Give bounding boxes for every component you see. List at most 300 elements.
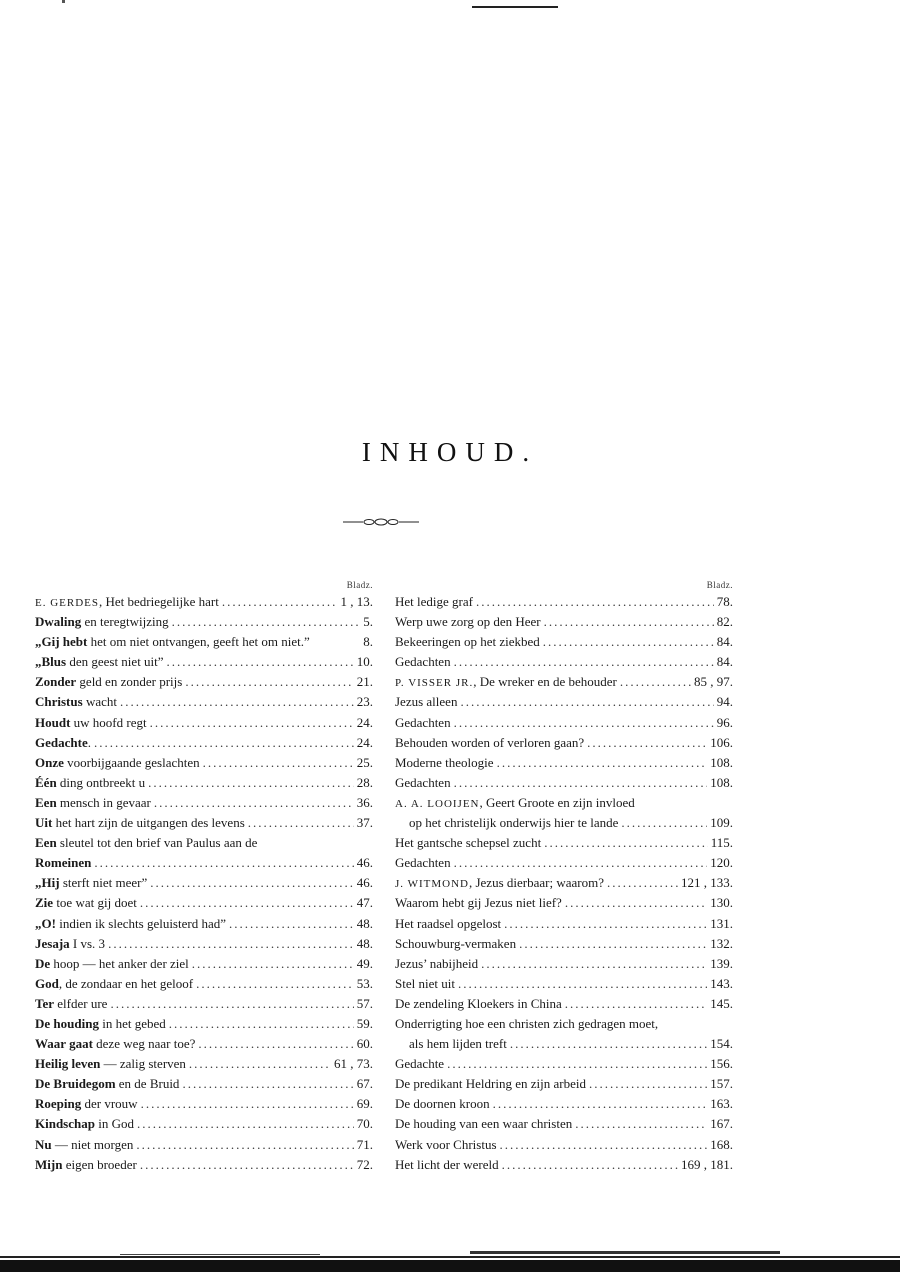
toc-entry-text: Gedachten [395, 714, 451, 730]
toc-entry-text: mensch in gevaar [56, 794, 151, 810]
toc-entry [35, 692, 373, 712]
toc-entry [35, 733, 373, 753]
toc-entry-lead: De [35, 955, 51, 971]
toc-entry-title [35, 974, 193, 994]
toc-page-number: 163. [710, 1096, 733, 1112]
toc-leader-dots [575, 1114, 707, 1134]
toc-leader-dots [137, 1114, 354, 1134]
toc-entry-title [395, 914, 501, 934]
top-rule [472, 6, 558, 8]
toc-entry [35, 793, 373, 813]
toc-entry-text: , Het bedriegelijke hart [99, 594, 219, 609]
toc-page-number: 156. [710, 1056, 733, 1072]
toc-entry-text: in God [94, 1116, 134, 1132]
toc-entry-text: Werp uwe zorg op den Heer [395, 614, 541, 630]
toc-entry [35, 632, 373, 652]
toc-entry-text: Werk voor Christus [395, 1136, 497, 1152]
toc-entry-title [35, 1014, 166, 1034]
toc-entry-text: Stel niet uit [395, 975, 455, 991]
toc-entry-text: , Jezus dierbaar; waarom? [468, 875, 604, 891]
toc-entry [35, 592, 373, 612]
toc-entry-text: Behouden worden of verloren gaan? [395, 734, 585, 750]
toc-entry-title [395, 1094, 490, 1114]
toc-entry-title [35, 713, 147, 733]
toc-leader-dots [543, 632, 714, 652]
toc-entry-title [395, 652, 451, 672]
toc-entry-text: eigen broeder [62, 1156, 137, 1172]
toc-left-column [35, 578, 373, 1175]
toc-leader-dots [140, 893, 354, 913]
toc-leader-dots [136, 1135, 353, 1155]
toc-entry [35, 672, 373, 692]
toc-page-number: 72. [356, 1156, 373, 1172]
toc-entry-lead: Mijn [35, 1156, 63, 1172]
toc-entry [35, 713, 373, 733]
toc-entry-lead: Nu [35, 1136, 52, 1152]
toc-entry-author: P. VISSER JR. [395, 677, 474, 690]
toc-entry-lead: Een [35, 835, 57, 851]
toc-entry [35, 1054, 373, 1074]
toc-entry-lead: Christus [35, 694, 83, 710]
toc-entry-title [395, 873, 604, 894]
toc-entry [35, 1074, 373, 1094]
toc-entry [35, 873, 373, 893]
toc-entry-title [395, 934, 516, 954]
toc-page-number: 49. [356, 955, 373, 971]
toc-leader-dots [544, 612, 714, 632]
toc-entry-title [35, 632, 310, 652]
toc-entry-text: Onderrigting hoe een christen zich gedragen moet, [395, 1015, 659, 1031]
toc-entry-title [35, 733, 91, 753]
toc-entry-lead: Zie [35, 895, 54, 911]
toc-entry-text: Moderne theologie [395, 754, 494, 770]
toc-entry [395, 1135, 733, 1155]
toc-entry [35, 833, 373, 853]
toc-entry [35, 813, 373, 833]
toc-entry-lead: Gedachte [35, 734, 88, 750]
toc-entry-author: E. GERDES [35, 597, 99, 609]
toc-entry [395, 893, 733, 913]
toc-entry [35, 914, 373, 934]
toc-entry [395, 793, 733, 813]
toc-entry-text: Het gantsche schepsel zucht [395, 835, 542, 851]
toc-entry-text: het om niet ontvangen, geeft het om niet.” [87, 634, 310, 650]
toc-entry-text: indien ik slechts geluisterd had” [55, 915, 226, 931]
toc-page-number: 84. [716, 654, 733, 670]
toc-entry-title [395, 592, 473, 612]
toc-entry [35, 974, 373, 994]
toc-entry-title [395, 853, 451, 873]
toc-entry-text: als hem lijden treft [409, 1036, 507, 1052]
toc-page-number: 59. [356, 1015, 373, 1031]
toc-entry-lead: De Bruidegom [35, 1076, 116, 1092]
toc-leader-dots [203, 753, 354, 773]
toc-entry-text: Jezus alleen [395, 694, 458, 710]
toc-leader-dots [169, 1014, 354, 1034]
toc-entry-title [35, 873, 147, 893]
toc-entry-title [35, 1074, 179, 1094]
toc-leader-dots [500, 1135, 708, 1155]
toc-entry-text: geld en zonder prijs [76, 674, 183, 690]
toc-entry-title [395, 1155, 499, 1175]
toc-entry-title [395, 632, 540, 652]
scan-speck [62, 0, 65, 3]
toc-page-number: 67. [356, 1076, 373, 1092]
toc-entry [35, 1114, 373, 1134]
toc-leader-dots [607, 873, 678, 893]
toc-entry [35, 954, 373, 974]
toc-entry-lead: Dwaling [35, 614, 82, 630]
toc-entry-title [35, 934, 105, 954]
toc-leader-dots [510, 1034, 707, 1054]
toc-page-number: 10. [356, 654, 373, 670]
toc-entry-text: sleutel tot den brief van Paulus aan de [56, 835, 258, 851]
toc-leader-dots [185, 672, 353, 692]
toc-entry [395, 652, 733, 672]
toc-entry-title [395, 692, 457, 712]
toc-entry-text: I vs. 3 [69, 935, 106, 951]
toc-entry [395, 692, 733, 712]
toc-entry-title [395, 833, 541, 853]
toc-page-number: 1 , 13. [340, 594, 373, 609]
toc-entry-title [35, 1034, 195, 1054]
toc-entry-text: het hart zijn de uitgangen des levens [52, 815, 245, 831]
toc-entry [395, 1014, 733, 1034]
toc-page-number: 131. [710, 915, 733, 931]
toc-entry-text: Gedachten [395, 654, 451, 670]
toc-page-number: 157. [710, 1076, 733, 1092]
toc-leader-dots [519, 934, 707, 954]
toc-leader-dots [182, 1074, 353, 1094]
toc-entry-lead: Romeinen [35, 855, 92, 871]
toc-leader-dots [460, 692, 713, 712]
toc-entry-title [35, 753, 200, 773]
toc-entry-title [395, 1135, 497, 1155]
toc-page-number: 53. [356, 975, 373, 991]
toc-entry-title [395, 994, 562, 1014]
toc-leader-dots [148, 773, 354, 793]
toc-entry-lead: „O! [35, 915, 56, 931]
toc-entry-text: hoop — het anker der ziel [50, 955, 189, 971]
toc-entry-title [35, 652, 164, 672]
toc-page-number: 115. [710, 835, 733, 851]
toc-entry-text: De zendeling Kloekers in China [395, 995, 562, 1011]
toc-page-number: 132. [710, 935, 733, 951]
toc-entry-text: voorbijgaande geslachten [63, 754, 200, 770]
toc-page-number: 70. [356, 1116, 373, 1132]
toc-entry-text: — zalig sterven [100, 1056, 186, 1072]
toc-page-number: 8. [363, 634, 373, 650]
toc-entry-text: in het gebed [98, 1015, 166, 1031]
toc-entry-text: , Geert Groote en zijn invloed [479, 794, 635, 810]
toc-leader-dots [198, 1034, 353, 1054]
toc-entry-lead: Houdt [35, 714, 71, 730]
toc-entry [395, 813, 733, 833]
toc-entry [395, 914, 733, 934]
toc-page-number: 71. [356, 1136, 373, 1152]
toc-leader-dots [172, 612, 361, 632]
toc-entry-author: A. A. LOOIJEN [395, 797, 480, 810]
toc-entry-title [395, 893, 562, 913]
toc-leader-dots [192, 954, 354, 974]
toc-right-entries [395, 592, 733, 1175]
toc-entry [395, 753, 733, 773]
toc-leader-dots [565, 994, 707, 1014]
toc-entry-title [395, 954, 478, 974]
toc-entry-text: en teregtwijzing [81, 614, 169, 630]
toc-entry-text: , de zondaar en het geloof [58, 975, 194, 991]
toc-entry-text: den geest niet uit” [66, 654, 164, 670]
toc-entry-title [395, 1114, 572, 1134]
toc-page-number: 120. [710, 855, 733, 871]
toc-page-number: 143. [710, 975, 733, 991]
toc-entry-title [35, 914, 226, 934]
toc-entry [35, 773, 373, 793]
toc-leader-dots [447, 1054, 707, 1074]
toc-entry-text: Gedachten [395, 774, 451, 790]
toc-entry-text: Waarom hebt gij Jezus niet lief? [395, 895, 562, 911]
toc-entry-title [395, 773, 451, 793]
toc-entry-lead: Zonder [35, 674, 77, 690]
toc-entry-title [35, 692, 117, 712]
toc-entry-title [35, 994, 107, 1014]
toc-entry [395, 632, 733, 652]
toc-entry-title [395, 733, 584, 753]
toc-page-number: 82. [716, 614, 733, 630]
toc-entry [395, 1054, 733, 1074]
toc-entry [395, 733, 733, 753]
toc-entry-title [35, 773, 145, 793]
toc-entry-lead: Een [35, 794, 57, 810]
toc-entry [395, 1094, 733, 1114]
toc-page-number: 60. [356, 1036, 373, 1052]
toc-entry-lead: „Gij hebt [35, 634, 88, 650]
toc-entry [35, 1094, 373, 1114]
toc-leader-dots [589, 1074, 707, 1094]
toc-leader-dots [108, 934, 354, 954]
toc-left-entries [35, 592, 373, 1175]
toc-leader-dots [620, 672, 691, 692]
toc-leader-dots [458, 974, 707, 994]
toc-page-number: 108. [710, 754, 733, 770]
toc-page-number: 96. [716, 714, 733, 730]
toc-entry-title [35, 793, 151, 813]
toc-entry-title [35, 813, 245, 833]
toc-entry-lead: Ter [35, 995, 55, 1011]
toc-entry-lead: „Hij [35, 875, 60, 891]
toc-entry [395, 853, 733, 873]
toc-entry [35, 652, 373, 672]
toc-entry [395, 672, 733, 692]
bladz-header-right: Bladz. [706, 580, 733, 590]
toc-leader-dots [454, 773, 708, 793]
toc-entry-lead: Jesaja [35, 935, 70, 951]
toc-entry-text: Gedachten [395, 855, 451, 871]
toc-page-number: 23. [356, 694, 373, 710]
toc-entry [35, 934, 373, 954]
toc-entry-text: toe wat gij doet [53, 895, 137, 911]
toc-leader-dots [110, 994, 353, 1014]
toc-entry-title [395, 1014, 658, 1034]
toc-entry-text: De houding van een waar christen [395, 1116, 573, 1132]
bladz-header-left: Bladz. [346, 580, 373, 590]
toc-leader-dots [94, 853, 353, 873]
toc-entry-lead: Onze [35, 754, 64, 770]
toc-entry-text: Schouwburg-vermaken [395, 935, 517, 951]
toc-page-number: 37. [356, 815, 373, 831]
page-title: INHOUD. [361, 437, 539, 467]
toc-page-number: 24. [356, 734, 373, 750]
toc-entry-text: Het raadsel opgelost [395, 915, 502, 931]
toc-leader-dots [140, 1155, 354, 1175]
toc-page-number: 85 , 97. [694, 674, 733, 690]
toc-leader-dots [565, 893, 707, 913]
toc-page-number: 130. [710, 895, 733, 911]
toc-entry-text: , De wreker en de behouder [473, 674, 617, 690]
toc-entry-lead: De houding [35, 1015, 99, 1031]
toc-entry-title [35, 954, 189, 974]
toc-leader-dots [150, 713, 354, 733]
toc-entry-text: en de Bruid [115, 1076, 180, 1092]
ornament-divider-icon [343, 516, 419, 528]
toc-page-number: 94. [716, 694, 733, 710]
toc-page-number: 46. [356, 855, 373, 871]
toc-leader-dots [150, 873, 353, 893]
toc-entry-text: op het christelijk onderwijs hier te lande [409, 815, 619, 831]
toc-entry [395, 1114, 733, 1134]
toc-entry-lead: Uit [35, 815, 53, 831]
toc-entry [395, 1034, 733, 1054]
toc-entry [395, 592, 733, 612]
toc-page-number: 47. [356, 895, 373, 911]
toc-entry-author: J. WITMOND [395, 878, 469, 891]
toc-leader-dots [476, 592, 714, 612]
toc-entry [35, 1014, 373, 1034]
toc-leader-dots [167, 652, 354, 672]
toc-page-number: 154. [710, 1036, 733, 1052]
toc-entry-lead: God [35, 975, 59, 991]
toc-entry [395, 1074, 733, 1094]
toc-entry-text: Het ledige graf [395, 594, 473, 609]
toc-leader-dots [544, 833, 708, 853]
toc-entry-text: Bekeeringen op het ziekbed [395, 634, 540, 650]
toc-entry [35, 1155, 373, 1175]
toc-page-number: 25. [356, 754, 373, 770]
toc-page-number: 167. [710, 1116, 733, 1132]
toc-page-number: 169 , 181. [681, 1156, 733, 1172]
toc-entry-text: sterft niet meer” [59, 875, 148, 891]
toc-page-number: 168. [710, 1136, 733, 1152]
toc-entry-text: De predikant Heldring en zijn arbeid [395, 1076, 586, 1092]
toc-entry-title [395, 974, 455, 994]
toc-page-number: 28. [356, 774, 373, 790]
toc-page-number: 139. [710, 955, 733, 971]
toc-page-number: 108. [710, 774, 733, 790]
toc-entry [35, 1034, 373, 1054]
toc-entry-title [35, 893, 137, 913]
toc-page-number: 61 , 73. [334, 1056, 373, 1072]
toc-entry [395, 873, 733, 893]
toc-leader-dots [120, 692, 354, 712]
toc-entry-title [35, 1155, 137, 1175]
toc-entry-lead: „Blus [35, 654, 67, 670]
toc-leader-dots [189, 1054, 331, 1074]
toc-entry-lead: Heilig leven [35, 1056, 101, 1072]
toc-entry-text: Jezus’ nabijheid [395, 955, 479, 971]
toc-leader-dots [222, 592, 338, 612]
toc-page-number: 36. [356, 794, 373, 810]
toc-entry-title [35, 672, 182, 692]
toc-entry [395, 954, 733, 974]
toc-entry-title [35, 1054, 186, 1074]
toc-entry-title [395, 753, 494, 773]
toc-page-number: 78. [716, 594, 733, 609]
toc-page-number: 21. [356, 674, 373, 690]
toc-entry [395, 612, 733, 632]
toc-entry [35, 994, 373, 1014]
toc-entry-title [395, 672, 617, 693]
toc-leader-dots [196, 974, 354, 994]
toc-entry-text: deze weg naar toe? [92, 1036, 196, 1052]
toc-entry-text: Gedachte [395, 1056, 445, 1072]
toc-leader-dots [454, 652, 714, 672]
toc-page-number: 48. [356, 935, 373, 951]
toc-page-number: 84. [716, 634, 733, 650]
toc-leader-dots [497, 753, 708, 773]
toc-entry [395, 974, 733, 994]
toc-entry-lead: Waar gaat [35, 1036, 93, 1052]
toc-entry-title [35, 1114, 134, 1134]
toc-leader-dots [229, 914, 354, 934]
toc-leader-dots [454, 853, 708, 873]
toc-entry [395, 833, 733, 853]
toc-page-number: 121 , 133. [681, 875, 733, 891]
toc-page-number: 145. [710, 995, 733, 1011]
toc-page-number: 109. [710, 815, 733, 831]
toc-page-number: 57. [356, 995, 373, 1011]
toc-entry-title [395, 713, 451, 733]
toc-entry-title [35, 1094, 138, 1114]
toc-leader-dots [587, 733, 707, 753]
toc-leader-dots [141, 1094, 354, 1114]
toc-entry-title [395, 1054, 444, 1074]
toc-entry-title [395, 793, 635, 814]
toc-leader-dots [454, 713, 714, 733]
toc-page-number: 69. [356, 1096, 373, 1112]
toc-leader-dots [621, 813, 707, 833]
toc-entry-lead: Één [35, 774, 57, 790]
toc-entry [35, 1135, 373, 1155]
toc-leader-dots [502, 1155, 678, 1175]
toc-page-number: 106. [710, 734, 733, 750]
toc-entry-title [409, 813, 618, 833]
toc-entry-lead: Roeping [35, 1096, 82, 1112]
toc-entry-title [35, 612, 169, 632]
toc-entry [35, 853, 373, 873]
toc-entry-text: ding ontbreekt u [56, 774, 146, 790]
toc-page-number: 24. [356, 714, 373, 730]
toc-leader-dots [94, 733, 354, 753]
toc-entry [35, 893, 373, 913]
toc-entry-title [35, 592, 219, 613]
toc-entry-title [395, 1074, 586, 1094]
toc-entry-text: . [87, 734, 91, 750]
toc-entry [35, 612, 373, 632]
toc-entry [395, 1155, 733, 1175]
toc-leader-dots [493, 1094, 708, 1114]
toc-entry [395, 713, 733, 733]
toc-leader-dots [504, 914, 707, 934]
